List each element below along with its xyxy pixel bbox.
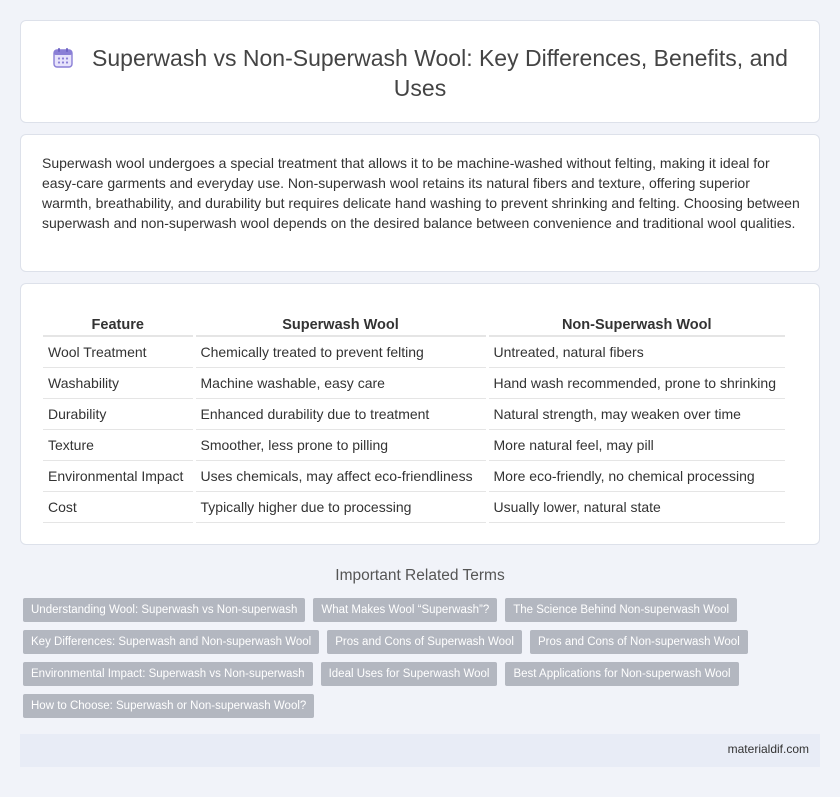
header-card	[20, 20, 820, 123]
related-term-link[interactable]: Environmental Impact: Superwash vs Non-superwash	[23, 662, 313, 686]
table-row	[43, 336, 785, 367]
page-title	[21, 43, 819, 103]
related-term-link[interactable]: Best Applications for Non-superwash Wool	[505, 662, 738, 686]
table-header-row	[43, 314, 785, 336]
table-row	[43, 429, 785, 460]
related-term-link[interactable]: What Makes Wool “Superwash”?	[313, 598, 497, 622]
table-cell: Machine washable, easy care	[194, 367, 487, 398]
table-cell: Wool Treatment	[43, 336, 194, 367]
header-non-superwash: Non-Superwash Wool	[487, 314, 785, 336]
table-cell: Enhanced durability due to treatment	[194, 398, 487, 429]
table-cell: Smoother, less prone to pilling	[194, 429, 487, 460]
comparison-table	[43, 314, 785, 523]
related-term-link[interactable]: Pros and Cons of Superwash Wool	[327, 630, 522, 654]
table-row	[43, 398, 785, 429]
intro-card	[20, 134, 820, 272]
related-term-link[interactable]: Key Differences: Superwash and Non-superwash Wool	[23, 630, 319, 654]
table-cell: Washability	[43, 367, 194, 398]
table-cell: More eco-friendly, no chemical processing	[487, 460, 785, 491]
related-term-link[interactable]: Ideal Uses for Superwash Wool	[321, 662, 498, 686]
table-cell: Chemically treated to prevent felting	[194, 336, 487, 367]
related-terms-heading: Important Related Terms	[335, 567, 505, 584]
table-cell: Hand wash recommended, prone to shrinking	[487, 367, 785, 398]
table-cell: Durability	[43, 398, 194, 429]
table-row	[43, 367, 785, 398]
footer-site-link[interactable]: materialdif.com	[727, 742, 809, 756]
related-terms-list	[23, 598, 803, 726]
calendar-icon	[52, 47, 74, 69]
header-feature: Feature	[43, 314, 194, 336]
comparison-card	[20, 283, 820, 545]
table-cell: Natural strength, may weaken over time	[487, 398, 785, 429]
footer-bar	[20, 734, 820, 767]
intro-paragraph: Superwash wool undergoes a special treatment that allows it to be machine-washed without felting, making it ideal for easy-care garments and everyday use. Non-superwash wool retains its natural fibers and texture, offering superior warmth, breathability, and durability but requires delicate hand washing to prevent shrinking and felting. Choosing between superwash and non-superwash wool depends on the desired balance between convenience and traditional wool qualities.	[42, 155, 800, 231]
related-term-link[interactable]: How to Choose: Superwash or Non-superwash Wool?	[23, 694, 314, 718]
table-cell: Typically higher due to processing	[194, 491, 487, 522]
table-cell: Usually lower, natural state	[487, 491, 785, 522]
table-cell: Environmental Impact	[43, 460, 194, 491]
table-cell: More natural feel, may pill	[487, 429, 785, 460]
table-cell: Uses chemicals, may affect eco-friendliness	[194, 460, 487, 491]
page-title-text: Superwash vs Non-Superwash Wool: Key Differences, Benefits, and Uses	[92, 45, 788, 101]
related-term-link[interactable]: The Science Behind Non-superwash Wool	[505, 598, 737, 622]
table-cell: Untreated, natural fibers	[487, 336, 785, 367]
table-row	[43, 460, 785, 491]
table-row	[43, 491, 785, 522]
related-term-link[interactable]: Understanding Wool: Superwash vs Non-superwash	[23, 598, 305, 622]
table-cell: Cost	[43, 491, 194, 522]
header-superwash: Superwash Wool	[194, 314, 487, 336]
related-term-link[interactable]: Pros and Cons of Non-superwash Wool	[530, 630, 748, 654]
table-cell: Texture	[43, 429, 194, 460]
